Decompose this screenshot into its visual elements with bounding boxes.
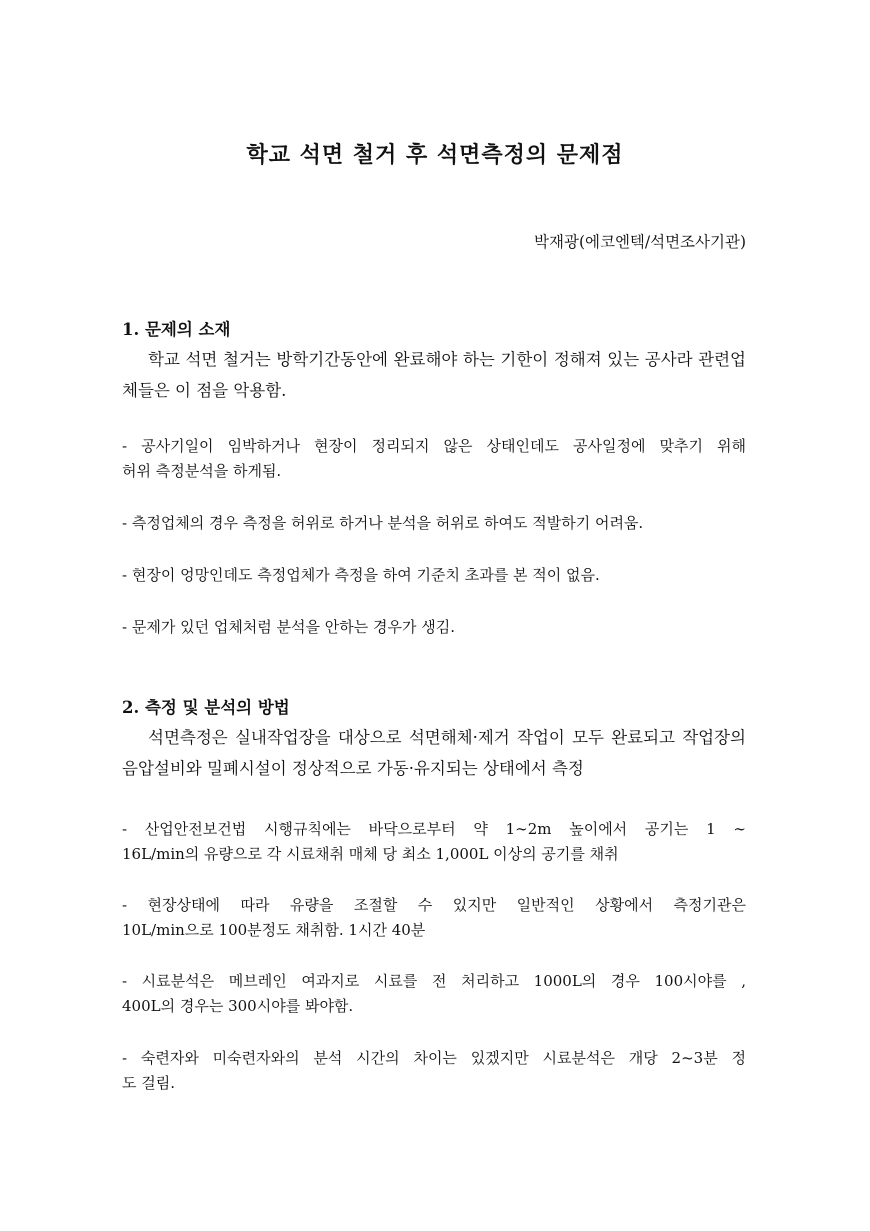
section-2-bullet-3 [122,969,746,1019]
bullet-line: - 측정업체의 경우 측정을 허위로 하거나 분석을 허위로 하여도 적발하기 어려움. [122,514,644,532]
bullet-line: 도 걸림. [122,1074,176,1092]
bullet-line: - 숙련자와 미숙련자와의 분석 시간의 차이는 있겠지만 시료분석은 개당 2~3분 정 [122,1049,746,1067]
bullet-line: - 문제가 있던 업체처럼 분석을 안하는 경우가 생김. [122,618,456,636]
section-1-intro-text: 학교 석면 철거는 방학기간동안에 완료해야 하는 기한이 정해져 있는 공사라 관련업체들은 이 점을 악용함. [122,350,746,400]
section-2-intro [122,722,746,784]
section-2-bullet-4 [122,1046,746,1096]
bullet-line: 16L/min의 유량으로 각 시료채취 매체 당 최소 1,000L 이상의 공기를 채취 [122,845,619,863]
bullet-line: - 시료분석은 메브레인 여과지로 시료를 전 처리하고 1000L의 경우 100시야를 , [122,972,746,990]
section-2-bullet-1 [122,817,746,867]
bullet-line: 400L의 경우는 300시야를 봐야함. [122,997,354,1015]
section-2-intro-text: 석면측정은 실내작업장을 대상으로 석면해체·제거 작업이 모두 완료되고 작업장의 음압설비와 밀폐시설이 정상적으로 가동·유지되는 상태에서 측정 [122,728,746,778]
section-1-heading: 1. 문제의 소재 [122,320,231,339]
bullet-line: - 현장상태에 따라 유량을 조절할 수 있지만 일반적인 상황에서 측정기관은 [122,896,746,914]
bullet-line: - 산업안전보건법 시행규칙에는 바닥으로부터 약 1∼2m 높이에서 공기는 1 ∼ [122,820,746,838]
section-1-intro [122,344,746,406]
bullet-line: - 현장이 엉망인데도 측정업체가 측정을 하여 기준치 초과를 본 적이 없음. [122,566,600,584]
section-2-bullet-2 [122,893,746,943]
bullet-line: - 공사기일이 임박하거나 현장이 정리되지 않은 상태인데도 공사일정에 맞추기 위해 [122,437,746,455]
bullet-line: 10L/min으로 100분정도 채취함. 1시간 40분 [122,921,426,939]
section-1-bullet-1 [122,434,746,484]
section-1-bullet-4 [122,615,746,640]
bullet-line: 허위 측정분석을 하게됨. [122,462,282,480]
document-title: 학교 석면 철거 후 석면측정의 문제점 [246,142,624,168]
section-1-bullet-2 [122,511,746,536]
author-line: 박재광(에코엔텍/석면조사기관) [534,233,746,251]
section-1-bullet-3 [122,563,746,588]
section-2-heading: 2. 측정 및 분석의 방법 [122,698,290,717]
